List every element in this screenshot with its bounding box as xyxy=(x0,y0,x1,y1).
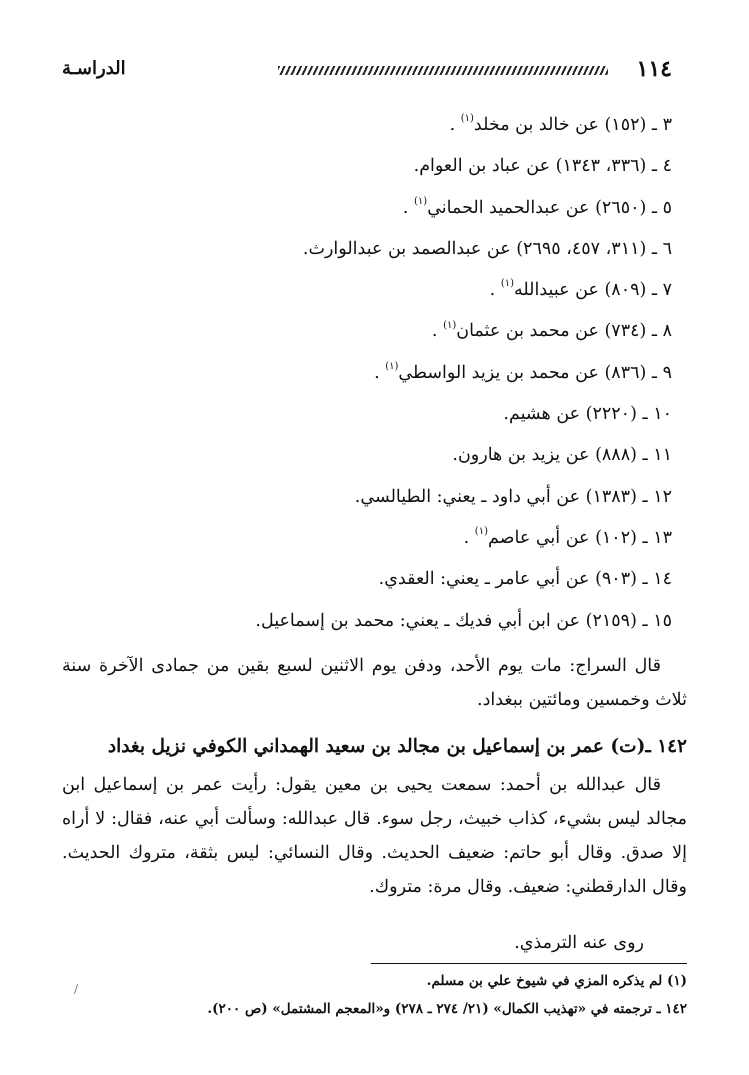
list-item: ١٥ ـ (٢١٥٩) عن ابن أبي فديك ـ يعني: محمد بن إسماعيل. xyxy=(255,610,672,631)
footnote-marker: (١) xyxy=(500,278,514,290)
list-item: ٣ ـ (١٥٢) عن خالد بن مخلد$^{(١)}$ . xyxy=(449,113,672,135)
footnote-marker: (١) xyxy=(460,113,474,125)
header-ornament xyxy=(278,66,608,75)
narrators-list xyxy=(72,108,672,645)
list-item: ٤ ـ (٣٣٦، ١٣٤٣) عن عباد بن العوام. xyxy=(413,156,672,177)
list-item: ١٣ ـ (١٠٢) عن أبي عاصم$^{(١)}$ . xyxy=(463,526,672,548)
list-item: ٧ ـ (٨٠٩) عن عبيدالله$^{(١)}$ . xyxy=(489,278,672,301)
list-item: ٨ ـ (٧٣٤) عن محمد بن عثمان$^{(١)}$ . xyxy=(431,319,672,342)
footnotes xyxy=(62,968,687,1022)
list-item: ٥ ـ (٢٦٥٠) عن عبدالحميد الحماني$^{(١)}$ . xyxy=(402,195,672,218)
tirmidhi-line: روى عنه الترمذي. xyxy=(514,933,644,953)
page-number: ١١٤ xyxy=(636,56,672,82)
list-item: ٦ ـ (٣١١، ٤٥٧، ٢٦٩٥) عن عبدالصمد بن عبدالوارث. xyxy=(302,238,672,259)
footnote-marker: (١) xyxy=(414,195,428,207)
list-item: ١١ ـ (٨٨٨) عن يزيد بن هارون. xyxy=(452,445,672,466)
footnote-2: ١٤٢ ـ ترجمته في «تهذيب الكمال» (٢١/ ٢٧٤ ـ ٢٧٨) و«المعجم المشتمل» (ص ٢٠٠). xyxy=(207,1001,687,1017)
footnote-divider xyxy=(371,963,687,964)
footnote-marker: (١) xyxy=(443,319,457,331)
list-item: ١٢ ـ (١٣٨٣) عن أبي داود ـ يعني: الطيالسي. xyxy=(354,486,672,507)
list-item: ١٠ ـ (٢٢٢٠) عن هشيم. xyxy=(503,404,672,425)
siraj-paragraph: قال السراج: مات يوم الأحد، ودفن يوم الاثنين لسبع بقين من جمادى الآخرة سنة ثلاث وخمسين ومائتين ببغداد. xyxy=(62,656,687,710)
biography-paragraph: قال عبدالله بن أحمد: سمعت يحيى بن معين يقول: رأيت عمر بن إسماعيل ابن مجالد ليس بشيء، كذاب خبيث، رجل سوء. قال عبدالله: وسألت أبي عنه، فقال: لا أراه إلا صدق. وقال أبو حاتم: ضعيف الحديث. وقال النسائي: ليس بثقة، متروك الحديث. وقال الدارقطني: ضعيف. وقال مرة: متروك. xyxy=(62,775,687,897)
footnote-marker: (١) xyxy=(474,526,488,538)
biography-heading: ١٤٢ ـ(ت) عمر بن إسماعيل بن مجالد بن سعيد الهمداني الكوفي نزيل بغداد xyxy=(107,736,687,757)
stray-mark: / xyxy=(74,982,79,996)
footnote-marker: (١) xyxy=(385,360,399,372)
list-item: ٩ ـ (٨٣٦) عن محمد بن يزيد الواسطي$^{(١)}$ . xyxy=(374,360,672,383)
footnote-1: (١) لم يذكره المزي في شيوخ علي بن مسلم. xyxy=(426,973,687,989)
page-header xyxy=(62,52,672,86)
section-title: الدراسـة xyxy=(62,58,126,79)
list-item: ١٤ ـ (٩٠٣) عن أبي عامر ـ يعني: العقدي. xyxy=(378,569,672,590)
